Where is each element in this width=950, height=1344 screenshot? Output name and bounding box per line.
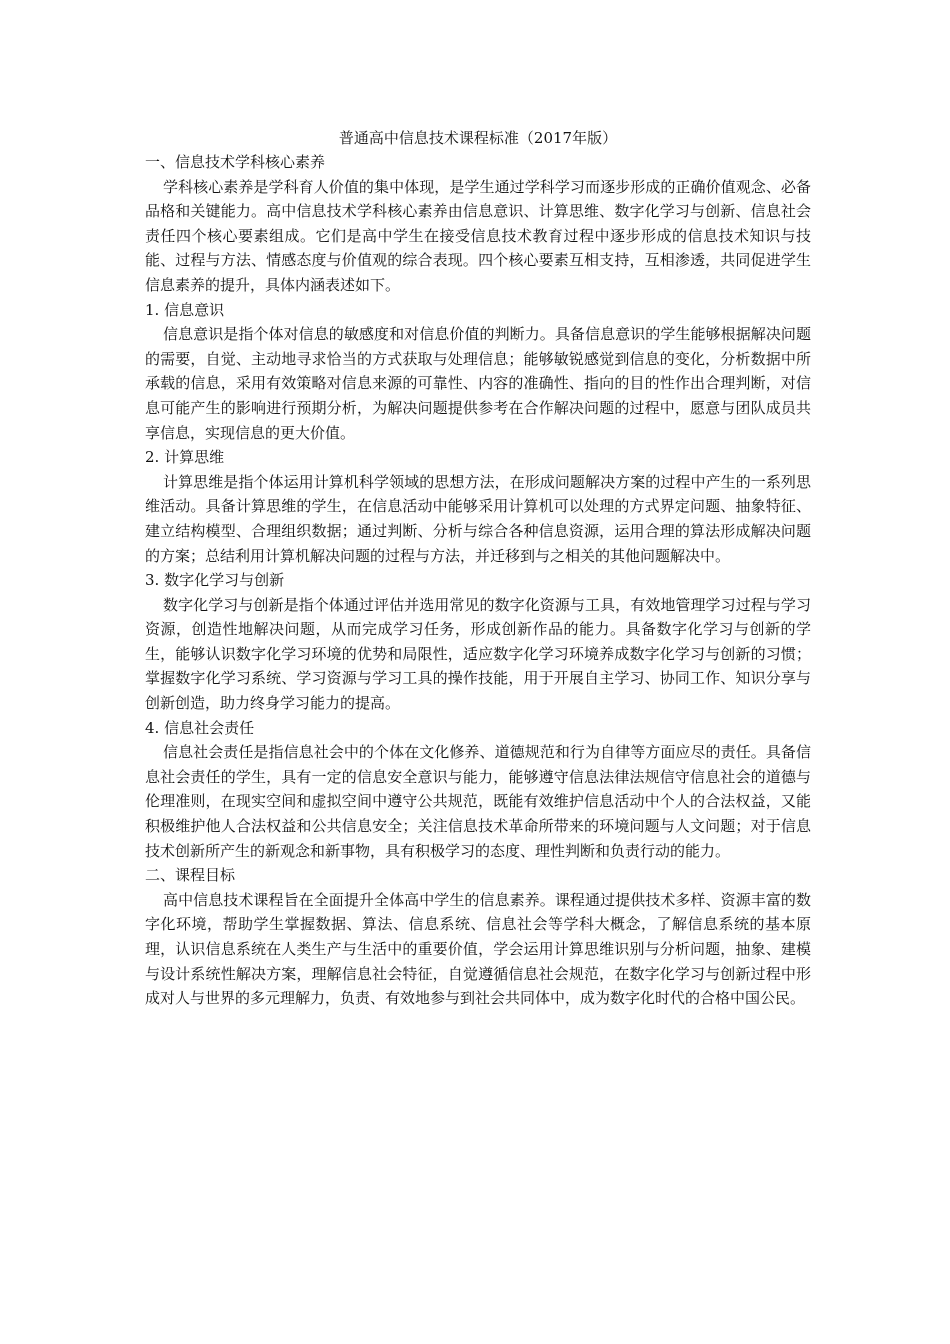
section-paragraph: 数字化学习与创新是指个体通过评估并选用常见的数字化资源与工具，有效地管理学习过程与学习资源，创造性地解决问题，从而完成学习任务，形成创新作品的能力。具备数字化学习与创新的学生，能够认识数字化学习环境的优势和局限性，适应数字化学习环境养成数字化学习与创新的习惯；掌握数字化学习系统、学习资源与学习工具的操作技能，用于开展自主学习、协同工作、知识分享与创新创造，助力终身学习能力的提高。 <box>145 595 811 713</box>
section-heading: 3. 数字化学习与创新 <box>145 571 285 590</box>
document-title: 普通高中信息技术课程标准（2017年版） <box>338 129 618 147</box>
document-page <box>145 126 811 1011</box>
section-paragraph: 学科核心素养是学科育人价值的集中体现，是学生通过学科学习而逐步形成的正确价值观念、必备品格和关键能力。高中信息技术学科核心素养由信息意识、计算思维、数字化学习与创新、信息社会责任四个核心要素组成。它们是高中学生在接受信息技术教育过程中逐步形成的信息技术知识与技能、过程与方法、情感态度与价值观的综合表现。四个核心要素互相支持，互相渗透，共同促进学生信息素养的提升，具体内涵表述如下。 <box>145 177 811 294</box>
section-heading: 2. 计算思维 <box>145 448 225 467</box>
section-digital-learning <box>145 568 811 716</box>
section-paragraph: 信息社会责任是指信息社会中的个体在文化修养、道德规范和行为自律等方面应尽的责任。具备信息社会责任的学生，具有一定的信息安全意识与能力，能够遵守信息法律法规信守信息社会的道德与伦理准则，在现实空间和虚拟空间中遵守公共规范，既能有效维护信息活动中个人的合法权益，又能积极维护他人合法权益和公共信息安全；关注信息技术革命所带来的环境问题与人文问题；对于信息技术创新所产生的新观念和新事物，具有积极学习的态度、理性判断和负责行动的能力。 <box>145 743 811 860</box>
section-core-literacy <box>145 150 811 298</box>
section-paragraph: 信息意识是指个体对信息的敏感度和对信息价值的判断力。具备信息意识的学生能够根据解决问题的需要，自觉、主动地寻求恰当的方式获取与处理信息；能够敏锐感觉到信息的变化，分析数据中所承载的信息，采用有效策略对信息来源的可靠性、内容的准确性、指向的目的性作出合理判断，对信息可能产生的影响进行预期分析，为解决问题提供参考在合作解决问题的过程中，愿意与团队成员共享信息，实现信息的更大价值。 <box>145 325 811 442</box>
section-paragraph: 高中信息技术课程旨在全面提升全体高中学生的信息素养。课程通过提供技术多样、资源丰富的数字化环境，帮助学生掌握数据、算法、信息系统、信息社会等学科大概念，了解信息系统的基本原理，认识信息系统在人类生产与生活中的重要价值，学会运用计算思维识别与分析问题，抽象、建模与设计系统性解决方案，理解信息社会特征，自觉遵循信息社会规范，在数字化学习与创新过程中形成对人与世界的多元理解力，负责、有效地参与到社会共同体中，成为数字化时代的合格中国公民。 <box>145 890 811 1008</box>
section-heading: 二、课程目标 <box>145 866 236 885</box>
section-paragraph: 计算思维是指个体运用计算机科学领域的思想方法，在形成问题解决方案的过程中产生的一系列思维活动。具备计算思维的学生，在信息活动中能够采用计算机可以处理的方式界定问题、抽象特征、建立结构模型、合理组织数据；通过判断、分析与综合各种信息资源，运用合理的算法形成解决问题的方案；总结利用计算机解决问题的过程与方法，并迁移到与之相关的其他问题解决中。 <box>145 472 811 565</box>
section-course-goals <box>145 863 811 1011</box>
section-heading: 一、信息技术学科核心素养 <box>145 153 326 171</box>
section-heading: 4. 信息社会责任 <box>145 718 255 737</box>
section-information-awareness <box>145 298 811 446</box>
section-social-responsibility <box>145 716 811 864</box>
section-computational-thinking <box>145 445 811 568</box>
section-heading: 1. 信息意识 <box>145 300 225 319</box>
